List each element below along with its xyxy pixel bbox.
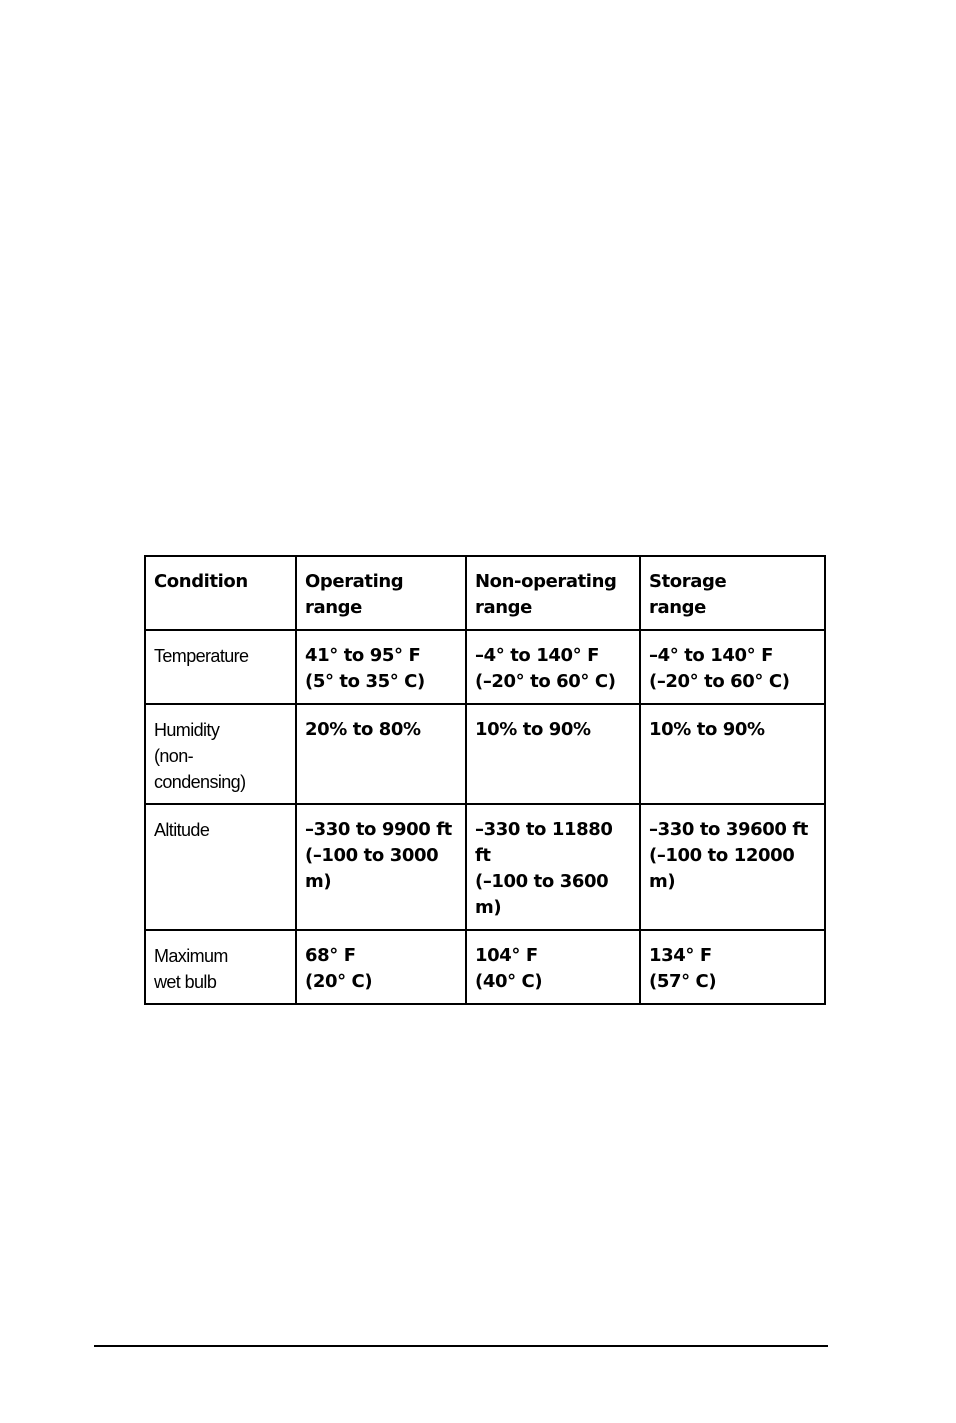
table-row [145,804,825,930]
table-row [145,704,825,804]
operating-cell: 20% to 80% [296,704,466,804]
operating-cell: 68° F (20° C) [296,930,466,1004]
table-body [145,630,825,1004]
storage-cell: –330 to 39600 ft (–100 to 12000 m) [640,804,825,930]
header-condition: Condition [145,556,296,630]
table-row [145,630,825,704]
footer-rule [94,1345,828,1347]
non-operating-cell: –4° to 140° F (–20° to 60° C) [466,630,640,704]
condition-cell: Maximum wet bulb [145,930,296,1004]
table-header [145,556,825,630]
header-row [145,556,825,630]
non-operating-cell: 10% to 90% [466,704,640,804]
condition-cell: Altitude [145,804,296,930]
header-non-operating-range: Non-operating range [466,556,640,630]
storage-cell: –4° to 140° F (–20° to 60° C) [640,630,825,704]
environmental-specifications-table [144,555,826,1005]
operating-cell: –330 to 9900 ft (–100 to 3000 m) [296,804,466,930]
table-row [145,930,825,1004]
header-operating-range: Operating range [296,556,466,630]
non-operating-cell: –330 to 11880 ft (–100 to 3600 m) [466,804,640,930]
condition-cell: Humidity (non- condensing) [145,704,296,804]
storage-cell: 10% to 90% [640,704,825,804]
header-storage-range: Storage range [640,556,825,630]
non-operating-cell: 104° F (40° C) [466,930,640,1004]
condition-cell: Temperature [145,630,296,704]
storage-cell: 134° F (57° C) [640,930,825,1004]
operating-cell: 41° to 95° F (5° to 35° C) [296,630,466,704]
